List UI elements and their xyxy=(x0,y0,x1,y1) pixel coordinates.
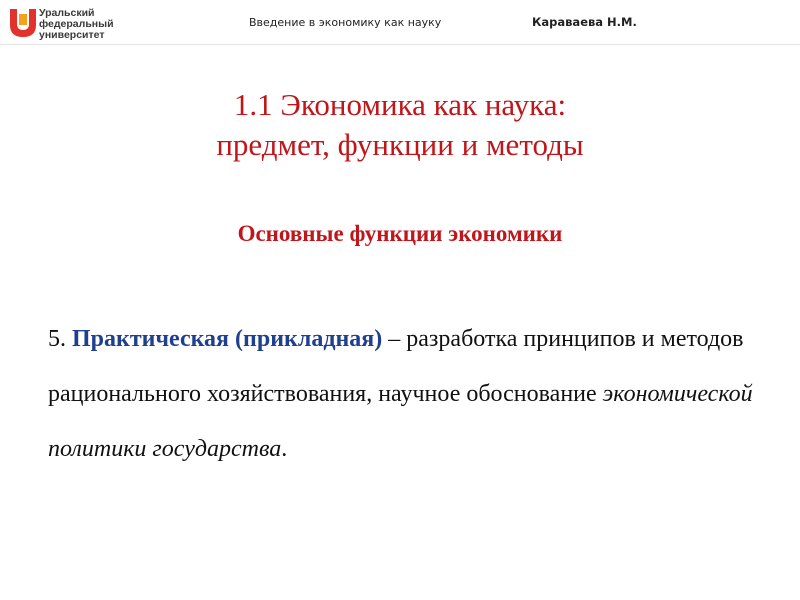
slide-header xyxy=(0,0,800,46)
function-text-italic: экономической политики государства xyxy=(48,381,753,462)
slide-title xyxy=(0,85,800,165)
header-divider xyxy=(0,44,800,45)
logo-text: Уральский федеральный университет xyxy=(39,7,114,41)
course-title: Введение в экономику как науку xyxy=(249,16,442,29)
function-term: Практическая (прикладная) xyxy=(72,326,383,352)
author-name: Караваева Н.М. xyxy=(532,15,637,29)
urfu-logo-icon xyxy=(6,6,40,42)
title-line-1: 1.1 Экономика как наука: xyxy=(233,87,567,122)
university-logo xyxy=(6,4,166,44)
section-subtitle: Основные функции экономики xyxy=(237,221,563,246)
function-text: – разработка принципов и методов рационального хозяйствования, научное обоснование xyxy=(48,326,744,407)
function-description xyxy=(48,312,788,477)
item-number: 5. xyxy=(48,326,72,352)
function-text-end: . xyxy=(281,436,288,462)
title-line-2: предмет, функции и методы xyxy=(216,127,584,162)
